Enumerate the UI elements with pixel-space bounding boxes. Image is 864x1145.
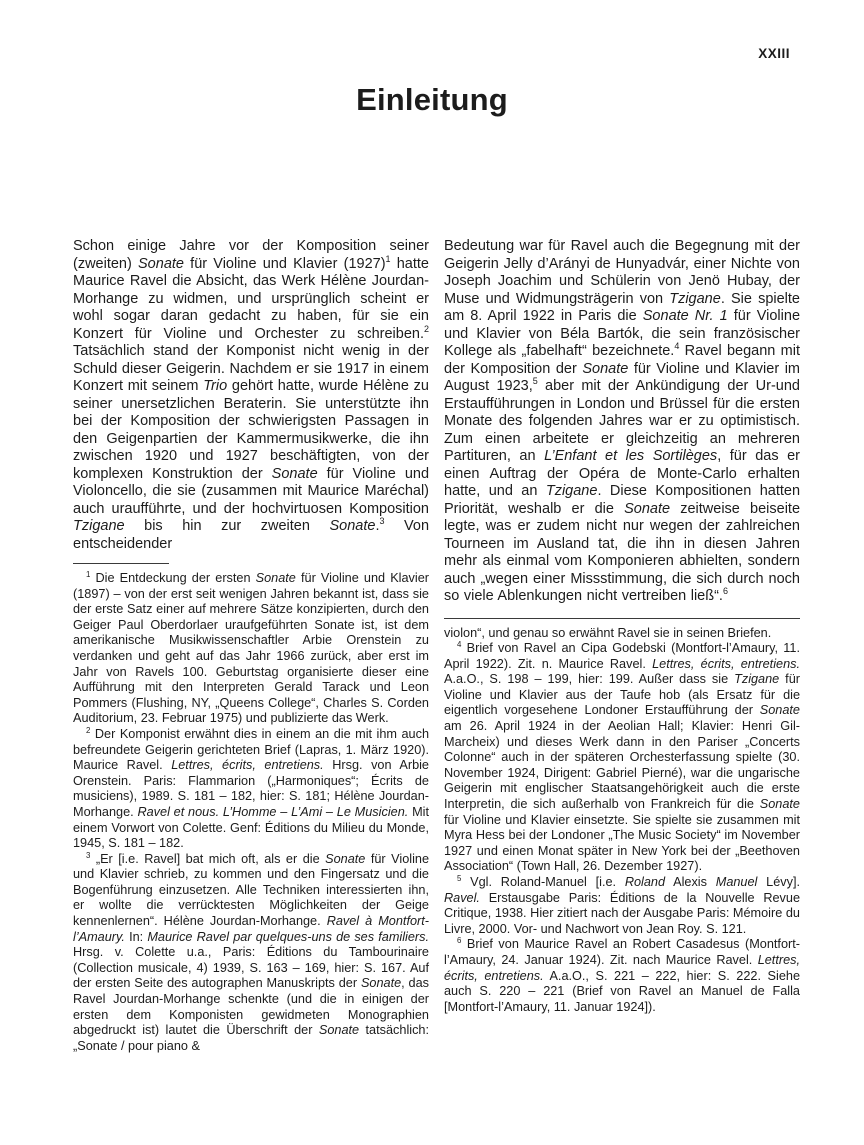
footnote-divider-full <box>444 618 800 619</box>
footnote-5: $^5$ Vgl. Roland-Manuel [i.e. Roland Alexis Manuel Lévy]. Ravel. Erstausgabe Paris: Éditions de la Nouvelle Revue Critique, 1938. Hier zitiert nach der Ausgabe Paris: Mémoire du Livre, 2000. Vor- und Nachwort von Jean Roy. S. 121. <box>444 873 800 936</box>
footnote-3: $^3$ „Er [i.e. Ravel] bat mich oft, als er die Sonate für Violine und Klavier schrieb, zu kommen und den Fingersatz und die Bogenführung einzusetzen. Alle Techniken interessierten ihn, er wollte die verrücktesten Möglichkeiten der Geige kennenlernen“. Hélène Jourdan-Morhange. Ravel à Montfort-l’Amaury. In: Maurice Ravel par quelques-uns de ses familiers. Hrsg. v. Colette u.a., Paris: Éditions du Tambourinaire (Collection musicale, 4) 1939, S. 163 – 169, hier: S. 167. Auf der ersten Seite des autographen Manuskripts der Sonate, das Ravel Jourdan-Morhange schenkte (und die in einigen der ersten dem Komponisten gewidmeten Monographien abgedruckt ist) lautet die Überschrift der Sonate tatsächlich: „Sonate / pour piano & <box>73 850 430 1053</box>
footnote-4: $^4$ Brief von Ravel an Cipa Godebski (Montfort-l’Amaury, 11. April 1922). Zit. n. Maurice Ravel. Lettres, écrits, entretiens. A.a.O., S. 198 – 199, hier: 199. Außer dass sie Tzigane für Violine und Klavier aus der Taufe hob (als Ersatz für die eigentlich vorgesehene Londoner Erstaufführung der Sonate am 26. April 1924 in der Aeolian Hall; Klavier: Henri Gil-Marcheix) und dieses Werk dann in den Pariser „Concerts Colonne“ auch in der späteren Orchesterfassung spielte (30. November 1924, Dirigent: Gabriel Pierné), war die ungarische Geigerin mit englischer Staatsangehörigkeit auch die erste Interpretin, die sich außerhalb von Frankreich für die Sonate für Violine und Klavier einsetzte. Sie spielte sie zusammen mit Myra Hess bei der Londoner „The Music Society“ im November 1927 und einen Monat später in New York bei der „Beethoven Association“ (Town Hall, 26. Dezember 1927). <box>444 639 800 874</box>
footnote-divider-short <box>73 563 169 564</box>
footnote-6: $^6$ Brief von Maurice Ravel an Robert Casadesus (Montfort-l’Amaury, 24. Januar 1924). Zit. nach Maurice Ravel. Lettres, écrits, entretiens. A.a.O., S. 221 – 222, hier: S. 222. Siehe auch S. 220 – 221 (Brief von Ravel an Manuel de Falla [Montfort-l’Amaury, 11. Januar 1924]). <box>444 936 800 1014</box>
footnotes-left <box>73 571 429 1054</box>
page-title: Einleitung <box>356 82 508 117</box>
two-column-layout <box>73 238 801 1054</box>
footnote-3-continuation: violon“, und genau so erwähnt Ravel sie in seinen Briefen. <box>444 625 772 640</box>
footnote-1: $^1$ Die Entdeckung der ersten Sonate für Violine und Klavier (1897) – von der erst seit wenigen Jahren bekannt ist, dass sie der erste Satz einer auf mehrere Sätze konzipierten, durch den Geiger Paul Oberdorlaer uraufgeführten Sonate ist, ist dem amerikanische Musikwissenschaftler Arbie Orenstein zu verdanken und geht auf das Jahr 1966 zurück, aber erst im Jahr von Ravels 100. Geburtstag organisierte dieser eine Aufführung mit den Interpreten Gerald Tarack und Leon Pommers (Flushing, NY, „Queens College“, Charles S. Corden Auditorium, 23. Februar 1975) und publizierte das Werk. <box>73 569 429 726</box>
footnote-2: $^2$ Der Komponist erwähnt dies in einem an die mit ihm auch befreundete Geigerin gerichteten Brief (Lapras, 1. März 1920). Maurice Ravel. Lettres, écrits, entretiens. Hrsg. von Arbie Orenstein. Paris: Flammarion („Harmoniques“; Écrits de musiciens), 1989. S. 181 – 182, hier: S. 181; Hélène Jourdan-Morhange. Ravel et nous. L’Homme – L’Ami – Le Musicien. Mit einem Vorwort von Colette. Genf: Éditions du Milieu du Monde, 1945, S. 181 – 182. <box>73 725 429 851</box>
left-column <box>73 238 429 1054</box>
body-paragraph-left: Schon einige Jahre vor der Komposition seiner (zweiten) Sonate für Violine und Klavier $(1927)^1$ hatte Maurice Ravel die Absicht, das Werk Hélène Jourdan-Morhange zu widmen, und ursprünglich scheint er wohl sogar daran gedacht zu haben, für sie ein Konzert für Violine und Orchester zu schreiben.$^2$ Tatsächlich stand der Komponist nicht wenig in der Schuld dieser Geigerin. Nachdem er sie 1917 in einem Konzert mit seinem Trio gehört hatte, wurde Hélène zu seiner unersetzlichen Beraterin. Sie unterstützte ihn bei der Komposition der schwierigsten Passagen in den Geigenpartien der Kammermusikwerke, die ihn zwischen 1920 und 1927 beschäftigten, von der komplexen Konstruktion der Sonate für Violine und Violoncello, die sie (zusammen mit Maurice Maréchal) auch uraufführte, und der hochvirtuosen Komposition Tzigane bis hin zur zweiten Sonate.$^3$ Von entscheidender <box>73 238 430 552</box>
footnotes-right <box>444 626 800 1016</box>
page-number: XXIII <box>758 46 790 61</box>
right-column <box>444 238 800 1054</box>
body-paragraph-right: Bedeutung war für Ravel auch die Begegnung mit der Geigerin Jelly d’Arányi de Hunyadvár, einer Nichte von Joseph Joachim und Schülerin von Jenö Hubay, der Muse und Widmungsträgerin von Tzigane. Sie spielte am 8. April 1922 in Paris die Sonate Nr. 1 für Violine und Klavier von Béla Bartók, die sein französischer Kollege als „fabelhaft“ bezeichnete.$^4$ Ravel begann mit der Komposition der Sonate für Violine und Klavier im August 1923,$^5$ aber mit der Ankündigung der Ur-und Erstaufführungen in London und Brüssel für die ersten Monate des folgenden Jahres war er zu optimistisch. Zum einen arbeitete er gleichzeitig an mehreren Partituren, an L’Enfant et les Sortilèges, für das er einen Auftrag der Opéra de Monte-Carlo erhalten hatte, und an Tzigane. Diese Kompositionen hatten Priorität, weshalb er die Sonate zeitweise beiseite legte, was er zudem nicht nur wegen der zahlreichen Tourneen im Ausland tat, die ihn in diesen Jahren mehr als einmal vom Komponieren abhielten, sondern auch „wegen einer Missstimmung, die sich durch noch so viele Ablenkungen nicht vertreiben ließ“.$^6$ <box>444 238 801 604</box>
